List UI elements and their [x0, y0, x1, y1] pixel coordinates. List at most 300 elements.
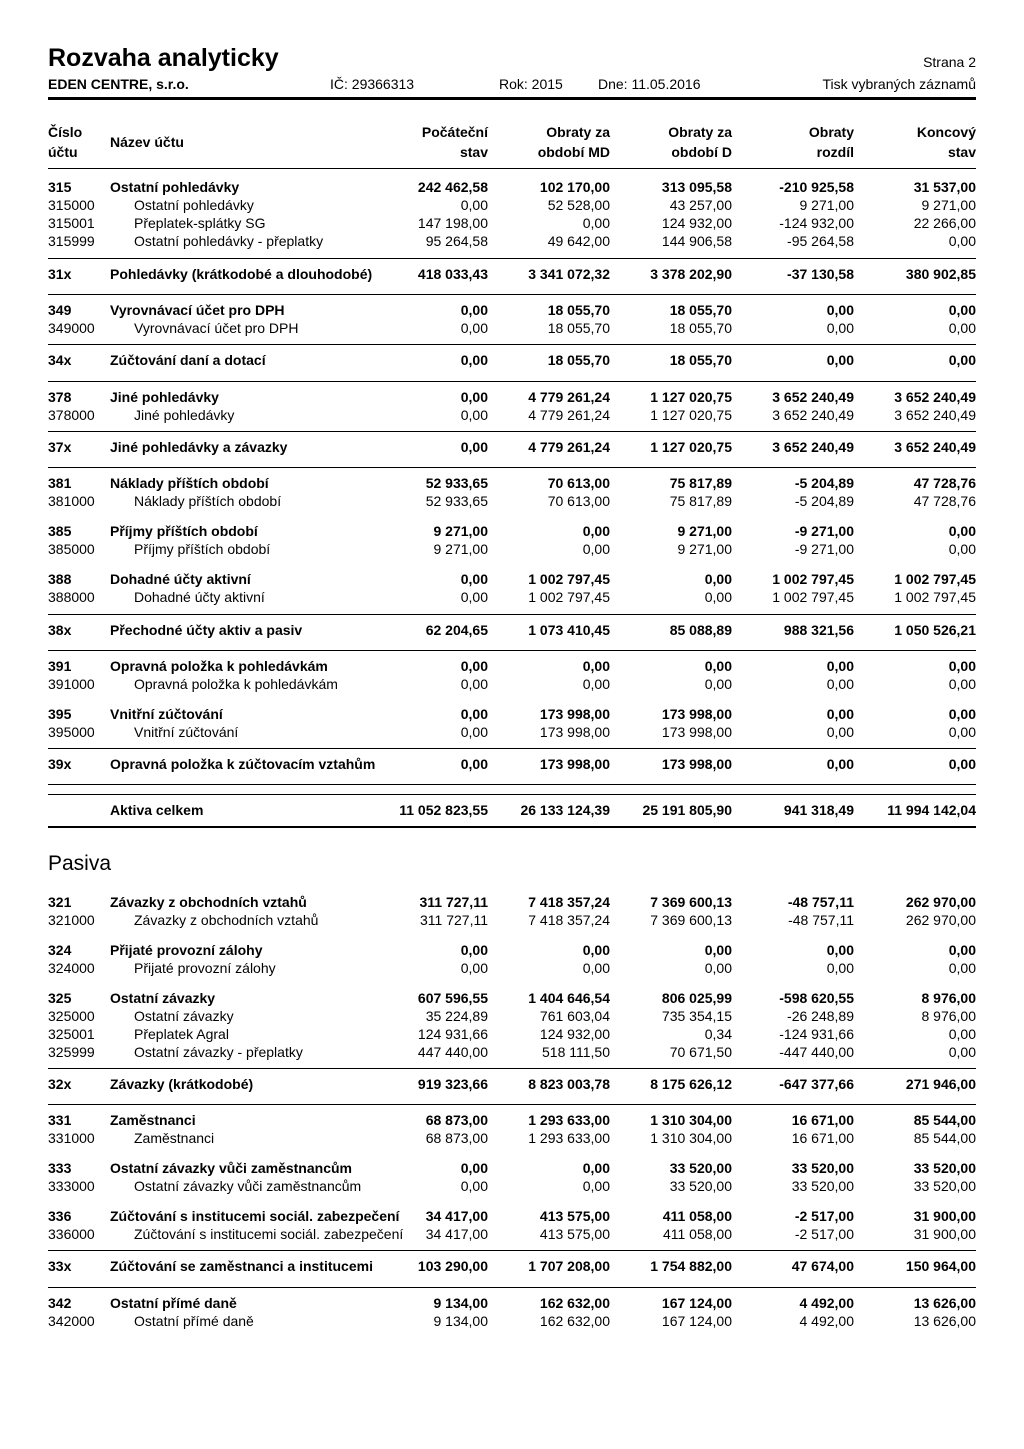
debit-turnover: 4 779 261,24: [528, 407, 610, 423]
credit-turnover: 173 998,00: [661, 724, 732, 740]
debit-turnover: 1 293 633,00: [528, 1112, 610, 1128]
debit-turnover: 162 632,00: [539, 1295, 610, 1311]
closing-balance: 0,00: [948, 942, 976, 958]
closing-balance: 33 520,00: [913, 1178, 976, 1194]
col-account-line1: Číslo: [48, 124, 83, 140]
table-row: [48, 1043, 976, 1061]
credit-turnover: 0,00: [704, 942, 732, 958]
table-row-group: [48, 351, 976, 369]
account-name: Jiné pohledávky a závazky: [110, 439, 288, 455]
account-number: 342000: [48, 1313, 95, 1329]
closing-balance: 9 271,00: [921, 197, 976, 213]
closing-balance: 0,00: [948, 352, 976, 368]
debit-turnover: 413 575,00: [539, 1226, 610, 1242]
opening-balance: 0,00: [460, 676, 488, 692]
credit-turnover: 33 520,00: [669, 1160, 732, 1176]
closing-balance: 0,00: [948, 706, 976, 722]
opening-balance: 9 271,00: [433, 523, 488, 539]
debit-turnover: 0,00: [582, 960, 610, 976]
turnover-difference: -2 517,00: [794, 1208, 854, 1224]
account-number: 333: [48, 1160, 72, 1176]
opening-balance: 34 417,00: [425, 1226, 488, 1242]
credit-turnover: 411 058,00: [662, 1226, 732, 1242]
account-name: Přijaté provozní zálohy: [134, 960, 276, 976]
report-title: Rozvaha analyticky: [48, 44, 279, 72]
closing-balance: 0,00: [948, 1026, 976, 1042]
turnover-difference: 16 671,00: [791, 1130, 854, 1146]
turnover-difference: -26 248,89: [787, 1008, 854, 1024]
turnover-difference: -5 204,89: [794, 475, 854, 491]
table-row: [48, 1129, 976, 1147]
table-row: [48, 196, 976, 214]
debit-turnover: 0,00: [582, 1178, 610, 1194]
credit-turnover: 411 058,00: [662, 1208, 732, 1224]
account-number: 32x: [48, 1076, 72, 1092]
print-mode: Tisk vybraných záznamů: [822, 76, 976, 92]
closing-balance: 0,00: [948, 756, 976, 772]
table-row-group: [48, 1207, 976, 1225]
debit-turnover: 0,00: [582, 942, 610, 958]
credit-turnover: 8 175 626,12: [650, 1076, 732, 1092]
opening-balance: 0,00: [460, 706, 488, 722]
debit-turnover: 518 111,50: [542, 1044, 610, 1060]
account-number: 325000: [48, 1008, 95, 1024]
account-name: Aktiva celkem: [110, 802, 204, 818]
debit-turnover: 1 404 646,54: [528, 990, 610, 1006]
table-row-group: [48, 1159, 976, 1177]
account-number: 333000: [48, 1178, 95, 1194]
debit-turnover: 0,00: [582, 658, 610, 674]
table-row: [48, 1177, 976, 1195]
opening-balance: 0,00: [460, 1178, 488, 1194]
credit-turnover: 0,00: [704, 589, 732, 605]
credit-turnover: 7 369 600,13: [650, 894, 732, 910]
opening-balance: 919 323,66: [417, 1076, 488, 1092]
debit-turnover: 8 823 003,78: [528, 1076, 610, 1092]
opening-balance: 34 417,00: [425, 1208, 488, 1224]
opening-balance: 35 224,89: [425, 1008, 488, 1024]
closing-balance: 3 652 240,49: [894, 389, 976, 405]
col-account-header: [48, 122, 82, 162]
debit-turnover: 7 418 357,24: [528, 912, 610, 928]
row-separator: [48, 748, 976, 749]
turnover-difference: 3 652 240,49: [772, 407, 854, 423]
turnover-difference: -2 517,00: [794, 1226, 854, 1242]
account-name: Ostatní závazky: [110, 990, 216, 1006]
opening-balance: 0,00: [460, 571, 488, 587]
debit-turnover: 173 998,00: [539, 706, 610, 722]
opening-balance: 311 727,11: [420, 912, 488, 928]
opening-balance: 68 873,00: [425, 1130, 488, 1146]
credit-turnover: 1 127 020,75: [650, 389, 732, 405]
turnover-difference: 4 492,00: [799, 1313, 854, 1329]
account-number: 38x: [48, 622, 72, 638]
table-row-group: [48, 657, 976, 675]
debit-turnover: 1 002 797,45: [528, 589, 610, 605]
opening-balance: 0,00: [460, 352, 488, 368]
credit-turnover: 1 127 020,75: [650, 439, 732, 455]
credit-turnover: 70 671,50: [669, 1044, 732, 1060]
opening-balance: 418 033,43: [417, 266, 488, 282]
closing-balance: 0,00: [948, 302, 976, 318]
table-row: [48, 492, 976, 510]
closing-balance: 380 902,85: [905, 266, 976, 282]
account-name: Ostatní pohledávky: [110, 179, 240, 195]
account-name: Závazky z obchodních vztahů: [110, 894, 307, 910]
opening-balance: 0,00: [460, 756, 488, 772]
account-name: Zúčtování s institucemi sociál. zabezpečení: [134, 1226, 404, 1242]
table-row: [48, 911, 976, 929]
account-name: Přechodné účty aktiv a pasiv: [110, 622, 303, 638]
turnover-difference: -124 931,66: [779, 1026, 854, 1042]
credit-turnover: 1 127 020,75: [650, 407, 732, 423]
col-open-line1: Počáteční: [421, 124, 488, 140]
col-open-line2: stav: [459, 144, 488, 160]
account-name: Vnitřní zúčtování: [134, 724, 239, 740]
table-row-group: [48, 265, 976, 283]
turnover-difference: 3 652 240,49: [772, 389, 854, 405]
account-number: 349: [48, 302, 72, 318]
account-name: Ostatní závazky - přeplatky: [134, 1044, 303, 1060]
row-separator: [48, 1250, 976, 1251]
turnover-difference: 47 674,00: [791, 1258, 854, 1274]
credit-turnover: 9 271,00: [677, 541, 732, 557]
account-number: 381000: [48, 493, 95, 509]
account-number: 385: [48, 523, 72, 539]
closing-balance: 0,00: [948, 658, 976, 674]
account-name: Náklady příštích období: [134, 493, 282, 509]
account-number: 321: [48, 894, 72, 910]
account-name: Ostatní pohledávky - přeplatky: [134, 233, 324, 249]
turnover-difference: 1 002 797,45: [772, 589, 854, 605]
turnover-difference: 0,00: [826, 352, 854, 368]
opening-balance: 311 727,11: [419, 894, 488, 910]
debit-turnover: 3 341 072,32: [528, 266, 610, 282]
turnover-difference: -124 932,00: [779, 215, 854, 231]
credit-turnover: 9 271,00: [677, 523, 732, 539]
opening-balance: 0,00: [460, 389, 488, 405]
account-number: 336: [48, 1208, 72, 1224]
turnover-difference: 1 002 797,45: [772, 571, 854, 587]
debit-turnover: 0,00: [582, 215, 610, 231]
opening-balance: 95 264,58: [425, 233, 488, 249]
account-number: 315001: [48, 215, 95, 231]
credit-turnover: 0,00: [704, 676, 732, 692]
debit-turnover: 173 998,00: [539, 724, 610, 740]
table-row-group: [48, 1294, 976, 1312]
account-name: Náklady příštích období: [110, 475, 269, 491]
credit-turnover: 18 055,70: [669, 352, 732, 368]
closing-balance: 3 652 240,49: [894, 407, 976, 423]
row-separator: [48, 344, 976, 345]
account-name: Ostatní přímé daně: [134, 1313, 254, 1329]
closing-balance: 0,00: [948, 724, 976, 740]
col-close-line2: stav: [947, 144, 976, 160]
row-separator: [48, 431, 976, 432]
closing-balance: 1 002 797,45: [894, 571, 976, 587]
account-name: Přijaté provozní zálohy: [110, 942, 263, 958]
debit-turnover: 70 613,00: [547, 493, 610, 509]
opening-balance: 0,00: [460, 320, 488, 336]
debit-turnover: 26 133 124,39: [520, 802, 610, 818]
account-name: Dohadné účty aktivní: [110, 571, 251, 587]
closing-balance: 85 544,00: [913, 1112, 976, 1128]
account-name: Opravná položka k pohledávkám: [110, 658, 328, 674]
credit-turnover: 43 257,00: [669, 197, 732, 213]
opening-balance: 62 204,65: [425, 622, 488, 638]
account-number: 391000: [48, 676, 95, 692]
account-name: Jiné pohledávky: [134, 407, 235, 423]
closing-balance: 13 626,00: [913, 1313, 976, 1329]
debit-turnover: 1 073 410,45: [528, 622, 610, 638]
table-row: [48, 232, 976, 250]
closing-balance: 0,00: [948, 676, 976, 692]
turnover-difference: 988 321,56: [783, 622, 854, 638]
account-number: 315000: [48, 197, 95, 213]
turnover-difference: 0,00: [826, 658, 854, 674]
header-rule: [48, 97, 976, 100]
turnover-difference: 0,00: [826, 676, 854, 692]
closing-balance: 0,00: [948, 960, 976, 976]
credit-turnover: 0,00: [704, 658, 732, 674]
account-number: 381: [48, 475, 72, 491]
col-d-header: [668, 122, 732, 162]
account-name: Příjmy příštích období: [110, 523, 258, 539]
account-number: 388: [48, 571, 72, 587]
closing-balance: 31 900,00: [913, 1208, 976, 1224]
credit-turnover: 18 055,70: [669, 320, 732, 336]
debit-turnover: 0,00: [582, 523, 610, 539]
col-diff-line1: Obraty: [808, 124, 854, 140]
turnover-difference: -48 757,11: [788, 912, 854, 928]
credit-turnover: 144 906,58: [661, 233, 732, 249]
credit-turnover: 1 310 304,00: [650, 1130, 732, 1146]
debit-turnover: 102 170,00: [539, 179, 610, 195]
account-name: Závazky (krátkodobé): [110, 1076, 254, 1092]
credit-turnover: 0,34: [704, 1026, 732, 1042]
account-name: Zúčtování se zaměstnanci a institucemi: [110, 1258, 373, 1274]
turnover-difference: -9 271,00: [794, 541, 854, 557]
table-row: [48, 319, 976, 337]
account-number: 315: [48, 179, 72, 195]
table-row-group: [48, 801, 976, 819]
debit-turnover: 4 779 261,24: [528, 389, 610, 405]
credit-turnover: 0,00: [704, 571, 732, 587]
account-name: Přeplatek Agral: [134, 1026, 229, 1042]
turnover-difference: -210 925,58: [779, 179, 854, 195]
account-name: Ostatní přímé daně: [110, 1295, 237, 1311]
closing-balance: 262 970,00: [905, 912, 976, 928]
opening-balance: 0,00: [460, 439, 488, 455]
table-row: [48, 723, 976, 741]
row-separator: [48, 258, 976, 259]
table-row-group: [48, 621, 976, 639]
turnover-difference: 0,00: [826, 942, 854, 958]
row-separator: [48, 650, 976, 651]
report-date: Dne: 11.05.2016: [598, 76, 701, 92]
credit-turnover: 25 191 805,90: [642, 802, 732, 818]
opening-balance: 0,00: [460, 942, 488, 958]
account-name: Pohledávky (krátkodobé a dlouhodobé): [110, 266, 373, 282]
account-number: 324000: [48, 960, 95, 976]
account-name: Opravná položka k pohledávkám: [134, 676, 338, 692]
opening-balance: 103 290,00: [417, 1258, 488, 1274]
account-number: 378000: [48, 407, 95, 423]
closing-balance: 0,00: [948, 523, 976, 539]
company-ico: IČ: 29366313: [330, 76, 415, 92]
closing-balance: 150 964,00: [905, 1258, 976, 1274]
turnover-difference: -37 130,58: [787, 266, 854, 282]
account-name: Vyrovnávací účet pro DPH: [134, 320, 299, 336]
closing-balance: 1 050 526,21: [894, 622, 976, 638]
credit-turnover: 313 095,58: [661, 179, 732, 195]
row-separator: [48, 1104, 976, 1105]
credit-turnover: 0,00: [704, 960, 732, 976]
opening-balance: 0,00: [460, 1160, 488, 1176]
turnover-difference: 9 271,00: [799, 197, 854, 213]
opening-balance: 0,00: [460, 302, 488, 318]
account-number: 391: [48, 658, 72, 674]
turnover-difference: 0,00: [826, 724, 854, 740]
opening-balance: 0,00: [460, 658, 488, 674]
closing-balance: 85 544,00: [913, 1130, 976, 1146]
account-number: 34x: [48, 352, 72, 368]
closing-balance: 3 652 240,49: [894, 439, 976, 455]
credit-turnover: 75 817,89: [669, 493, 732, 509]
turnover-difference: 941 318,49: [783, 802, 854, 818]
credit-turnover: 1 754 882,00: [650, 1258, 732, 1274]
closing-balance: 0,00: [948, 233, 976, 249]
credit-turnover: 3 378 202,90: [650, 266, 732, 282]
debit-turnover: 761 603,04: [539, 1008, 610, 1024]
turnover-difference: -447 440,00: [779, 1044, 854, 1060]
account-name: Zúčtování daní a dotací: [110, 352, 266, 368]
opening-balance: 242 462,58: [417, 179, 488, 195]
account-number: 342: [48, 1295, 72, 1311]
closing-balance: 8 976,00: [921, 990, 976, 1006]
row-separator: [48, 614, 976, 615]
table-row-group: [48, 1111, 976, 1129]
account-number: 388000: [48, 589, 95, 605]
debit-turnover: 18 055,70: [547, 302, 610, 318]
turnover-difference: 0,00: [826, 960, 854, 976]
row-separator: [48, 467, 976, 468]
account-number: 336000: [48, 1226, 95, 1242]
credit-turnover: 173 998,00: [661, 756, 732, 772]
credit-turnover: 167 124,00: [661, 1295, 732, 1311]
account-name: Zúčtování s institucemi sociál. zabezpečení: [110, 1208, 400, 1224]
table-row: [48, 588, 976, 606]
credit-turnover: 1 310 304,00: [650, 1112, 732, 1128]
opening-balance: 0,00: [460, 407, 488, 423]
credit-turnover: 18 055,70: [669, 302, 732, 318]
opening-balance: 9 134,00: [433, 1295, 488, 1311]
opening-balance: 607 596,55: [417, 990, 488, 1006]
row-separator: [48, 794, 976, 795]
opening-balance: 147 198,00: [417, 215, 488, 231]
turnover-difference: 16 671,00: [791, 1112, 854, 1128]
col-close-line1: Koncový: [916, 124, 976, 140]
credit-turnover: 173 998,00: [661, 706, 732, 722]
table-row: [48, 1225, 976, 1243]
account-number: 325001: [48, 1026, 95, 1042]
opening-balance: 11 052 823,55: [399, 802, 488, 818]
turnover-difference: 0,00: [826, 302, 854, 318]
turnover-difference: -5 204,89: [794, 493, 854, 509]
table-row-group: [48, 1075, 976, 1093]
debit-turnover: 0,00: [582, 541, 610, 557]
account-number: 315999: [48, 233, 95, 249]
opening-balance: 68 873,00: [425, 1112, 488, 1128]
turnover-difference: -9 271,00: [794, 523, 854, 539]
account-name: Ostatní závazky vůči zaměstnancům: [110, 1160, 352, 1176]
table-row-group: [48, 301, 976, 319]
account-name: Dohadné účty aktivní: [134, 589, 265, 605]
turnover-difference: 0,00: [826, 320, 854, 336]
account-number: 31x: [48, 266, 72, 282]
account-number: 37x: [48, 439, 72, 455]
opening-balance: 0,00: [460, 197, 488, 213]
closing-balance: 1 002 797,45: [894, 589, 976, 605]
closing-balance: 47 728,76: [913, 493, 976, 509]
col-md-line2: období MD: [537, 144, 610, 160]
table-row: [48, 1312, 976, 1330]
opening-balance: 0,00: [460, 589, 488, 605]
col-d-line2: období D: [671, 144, 732, 160]
page-number: Strana 2: [923, 54, 976, 70]
turnover-difference: -95 264,58: [787, 233, 854, 249]
account-name: Ostatní pohledávky: [134, 197, 254, 213]
turnover-difference: 4 492,00: [799, 1295, 854, 1311]
debit-turnover: 52 528,00: [547, 197, 610, 213]
account-name: Vnitřní zúčtování: [110, 706, 223, 722]
account-name: Jiné pohledávky: [110, 389, 219, 405]
closing-balance: 0,00: [948, 320, 976, 336]
table-row-group: [48, 522, 976, 540]
turnover-difference: 33 520,00: [791, 1160, 854, 1176]
account-name: Zaměstnanci: [110, 1112, 196, 1128]
turnover-difference: -647 377,66: [779, 1076, 854, 1092]
credit-turnover: 7 369 600,13: [650, 912, 732, 928]
credit-turnover: 806 025,99: [661, 990, 732, 1006]
debit-turnover: 1 707 208,00: [528, 1258, 610, 1274]
opening-balance: 9 271,00: [433, 541, 488, 557]
closing-balance: 271 946,00: [905, 1076, 976, 1092]
col-open-header: [422, 122, 488, 162]
debit-turnover: 0,00: [582, 676, 610, 692]
table-row-group: [48, 178, 976, 196]
table-row-group: [48, 438, 976, 456]
table-row-group: [48, 388, 976, 406]
credit-turnover: 33 520,00: [669, 1178, 732, 1194]
opening-balance: 0,00: [460, 724, 488, 740]
table-row: [48, 214, 976, 232]
company-name: EDEN CENTRE, s.r.o.: [48, 76, 189, 92]
row-separator: [48, 1287, 976, 1288]
closing-balance: 31 537,00: [913, 179, 976, 195]
turnover-difference: -598 620,55: [779, 990, 854, 1006]
debit-turnover: 162 632,00: [539, 1313, 610, 1329]
account-number: 33x: [48, 1258, 72, 1274]
account-name: Ostatní závazky: [134, 1008, 234, 1024]
account-number: 39x: [48, 756, 72, 772]
account-number: 321000: [48, 912, 95, 928]
closing-balance: 33 520,00: [913, 1160, 976, 1176]
credit-turnover: 75 817,89: [669, 475, 732, 491]
table-row: [48, 540, 976, 558]
credit-turnover: 124 932,00: [661, 215, 732, 231]
debit-turnover: 49 642,00: [547, 233, 610, 249]
